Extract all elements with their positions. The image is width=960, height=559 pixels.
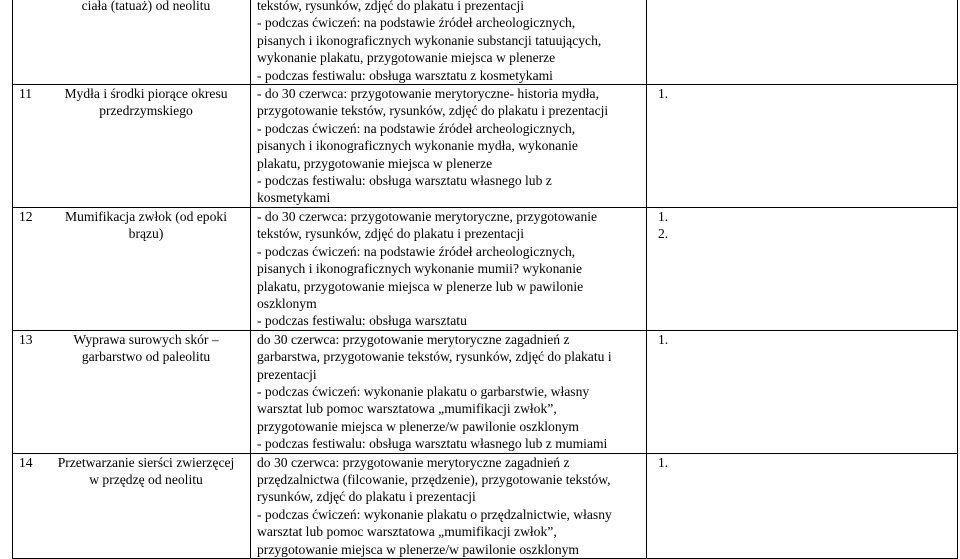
topic-title-line: Mumifikacja zwłok (od epoki xyxy=(65,208,227,224)
description-line: garbarstwa, przygotowanie tekstów, rysunków, zdjęć do plakatu i xyxy=(257,349,612,365)
description-line: pisanych i ikonograficznych wykonanie substancji tatuujących, xyxy=(257,32,602,48)
topic-number xyxy=(19,225,48,242)
topic-number: 11 xyxy=(19,86,33,102)
description-line: - do 30 czerwca: przygotowanie merytoryczne, przygotowanie xyxy=(257,208,598,224)
topic-title-line: Mydła i środki piorące okresu xyxy=(64,86,228,102)
description-line: tekstów, rysunków, zdjęć do plakatu i prezentacji xyxy=(257,0,525,13)
description-line: kosmetykami xyxy=(257,190,331,206)
description-cell xyxy=(251,330,647,453)
table-row xyxy=(13,330,958,453)
description-line: plakatu, przygotowanie miejsca w plenerze xyxy=(257,155,493,171)
description-line: - podczas ćwiczeń: na podstawie źródeł archeologicznych, xyxy=(257,243,576,259)
topic-number: 13 xyxy=(19,331,33,347)
effect-item: 1. xyxy=(658,454,669,470)
table-row xyxy=(13,85,958,208)
description-line: - podczas festiwalu: obsługa warsztatu własnego lub z mumiami xyxy=(257,436,608,452)
topic-title-line: przedrzymskiego xyxy=(99,103,193,119)
description-line: rysunków, zdjęć do plakatu i prezentacji xyxy=(257,489,476,505)
description-line: przygotowanie miejsca w plenerze/w pawilonie oszklonym xyxy=(257,541,579,557)
description-line: - podczas festiwalu: obsługa warsztatu z kosmetykami xyxy=(257,67,553,83)
effects-cell xyxy=(647,85,958,208)
topic-cell xyxy=(13,0,251,85)
effect-item: 1. xyxy=(658,331,669,347)
effects-cell xyxy=(647,0,958,85)
description-line: - podczas ćwiczeń: na podstawie źródeł archeologicznych, xyxy=(257,120,576,136)
description-line: - podczas ćwiczeń: na podstawie źródeł archeologicznych, xyxy=(257,15,576,31)
topic-title-line: Przetwarzanie sierści zwierzęcej xyxy=(57,454,235,470)
effect-item: 1. xyxy=(658,86,669,102)
activity-table-body xyxy=(13,0,958,559)
effect-item: 2. xyxy=(658,226,669,242)
description-line: - do 30 czerwca: przygotowanie merytoryczne- historia mydła, xyxy=(257,86,599,102)
topic-number: 14 xyxy=(19,454,33,470)
description-line: - podczas ćwiczeń: wykonanie plakatu o garbarstwie, własny xyxy=(257,383,590,399)
description-line: warsztat lub pomoc warsztatowa „mumifikacji zwłok”, xyxy=(257,524,557,540)
topic-number xyxy=(19,348,48,365)
table-row xyxy=(13,207,958,330)
topic-number: 12 xyxy=(19,208,33,224)
topic-number xyxy=(19,102,48,119)
table-row xyxy=(13,0,958,85)
description-line: warsztat lub pomoc warsztatowa „mumifikacji zwłok”, xyxy=(257,401,557,417)
effects-cell xyxy=(647,330,958,453)
topic-cell xyxy=(13,207,251,330)
description-line: przygotowanie miejsca w plenerze/w pawilonie oszklonym xyxy=(257,418,579,434)
table-row xyxy=(13,453,958,558)
description-line: pisanych i ikonograficznych wykonanie mydła, wykonanie xyxy=(257,138,578,154)
description-line: tekstów, rysunków, zdjęć do plakatu i prezentacji xyxy=(257,226,525,242)
description-cell xyxy=(251,85,647,208)
description-cell xyxy=(251,0,647,85)
topic-title-line: w przędzę od neolitu xyxy=(89,471,203,487)
topic-cell xyxy=(13,453,251,558)
effect-item: 1. xyxy=(658,208,669,224)
effects-cell xyxy=(647,453,958,558)
topic-title-line: ciała (tatuaż) od neolitu xyxy=(81,0,211,13)
description-line: przygotowanie tekstów, rysunków, zdjęć do plakatu i prezentacji xyxy=(257,103,609,119)
description-line: do 30 czerwca: przygotowanie merytoryczne zagadnień z xyxy=(257,454,570,470)
activity-table xyxy=(12,0,958,559)
description-line: wykonanie plakatu, przygotowanie miejsca w plenerze xyxy=(257,50,556,66)
topic-cell xyxy=(13,330,251,453)
description-line: - podczas festiwalu: obsługa warsztatu własnego lub z xyxy=(257,173,552,189)
description-line: prezentacji xyxy=(257,366,317,382)
topic-number xyxy=(19,471,48,488)
topic-title-line: Wyprawa surowych skór – xyxy=(73,331,219,347)
topic-title-line: garbarstwo od paleolitu xyxy=(81,349,211,365)
description-cell xyxy=(251,453,647,558)
description-line: przędzalnictwa (filcowanie, przędzenie), przygotowanie tekstów, xyxy=(257,471,611,487)
effects-cell xyxy=(647,207,958,330)
topic-title-line: brązu) xyxy=(128,226,164,242)
description-line: oszklonym xyxy=(257,295,317,311)
description-line: - podczas ćwiczeń: wykonanie plakatu o przędzalnictwie, własny xyxy=(257,506,612,522)
description-cell xyxy=(251,207,647,330)
description-line: plakatu, przygotowanie miejsca w plenerze lub w pawilonie xyxy=(257,278,584,294)
topic-cell xyxy=(13,85,251,208)
description-line: do 30 czerwca: przygotowanie merytoryczne zagadnień z xyxy=(257,331,570,347)
description-line: - podczas festiwalu: obsługa warsztatu xyxy=(257,313,467,329)
description-line: pisanych i ikonograficznych wykonanie mumii? wykonanie xyxy=(257,261,583,277)
